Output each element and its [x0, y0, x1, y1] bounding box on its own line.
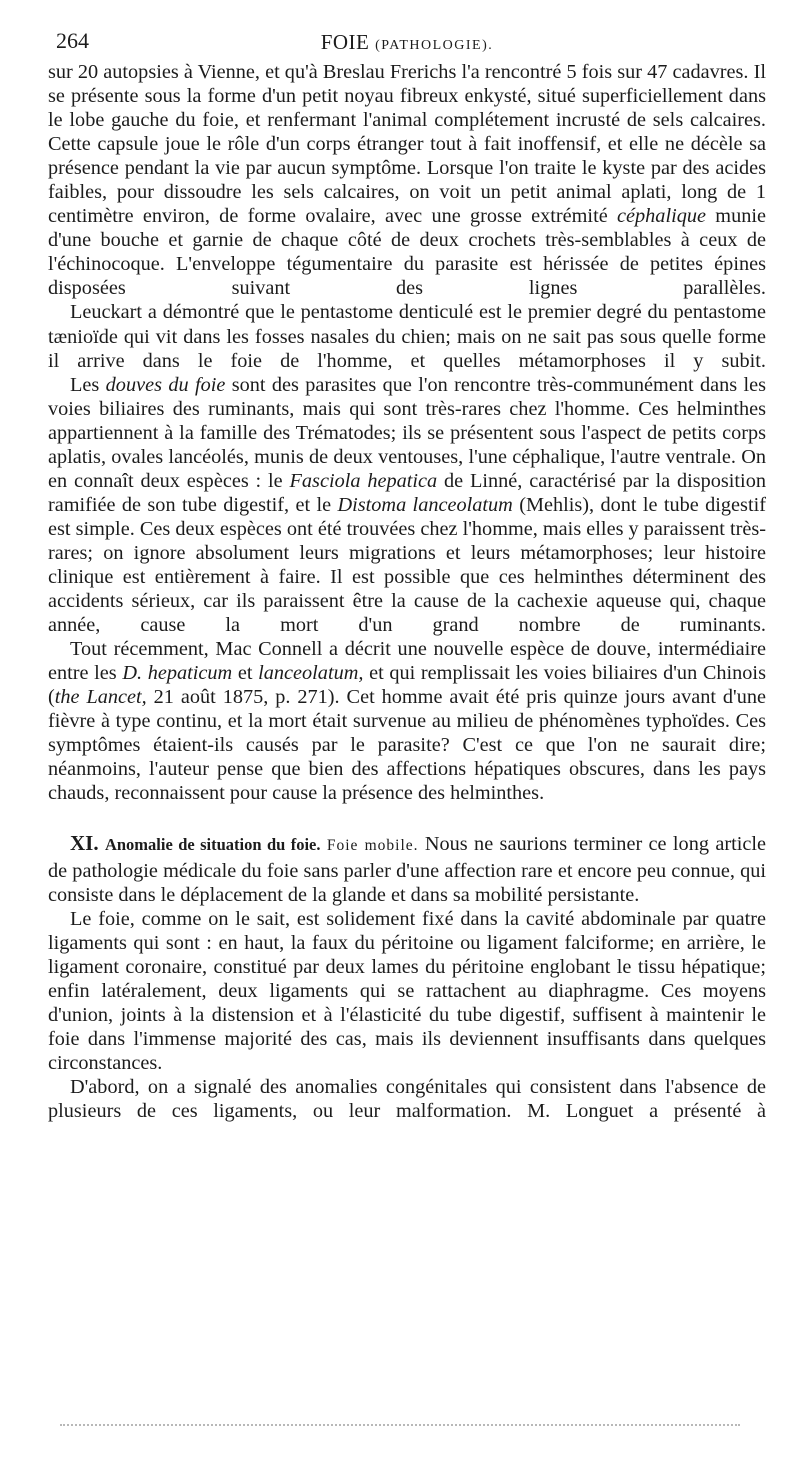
paragraph-2: [48, 300, 766, 372]
paragraph-1-text: sur 20 autopsies à Vienne, et qu'à Breslau Frerichs l'a rencontré 5 fois sur 47 cadavres. Il se présente sous la forme d'un petit noyau fibreux enkysté, situé superficiellement dans le lobe gauche du foie, et renfermant l'animal complétement incrusté de sels calcaires. Cette capsule joue le rôle d'un corps étranger tout à fait inoffensif, et elle ne décèle sa présence pendant la vie par aucun symptôme. Lorsque l'on traite le kyste par des acides faibles, pour dissoudre les sels calcaires, on voit un petit animal aplati, long de 1 centimètre environ, de forme ovalaire, avec une grosse extrémité: [48, 61, 766, 228]
running-title-sub: (PATHOLOGIE).: [375, 38, 494, 53]
paragraph-1: [48, 60, 766, 300]
book-page: [48, 20, 766, 1123]
section-heading: Anomalie de situation du foie.: [104, 835, 321, 855]
paragraph-3-start: Les: [70, 373, 100, 396]
paragraph-4-italic-2: lanceolatum,: [258, 662, 364, 685]
bottom-dotted-rule: [60, 1424, 740, 1426]
section-number: XI.: [70, 831, 99, 856]
section-xi-paragraph: [48, 831, 766, 906]
paragraph-3-italic-1: douves du foie: [105, 373, 226, 396]
paragraph-2-text: Leuckart a démontré que le pentastome denticulé est le premier degré du pentastome tænioïde qui vit dans les fosses nasales du chien; mais on ne sait pas sous quelle forme il arrive dans le foie de l'homme, et quelles métamorphoses il y subit.: [48, 301, 766, 372]
paragraph-5-text: Nous ne saurions terminer ce long article de pathologie médicale du foie sans parler d'une affection rare et encore peu connue, qui consiste dans le déplacement de la glande et dans sa mobilité persistante.: [48, 833, 766, 906]
page-number: 264: [56, 28, 89, 53]
paragraph-7: [48, 1075, 766, 1123]
paragraph-4: [48, 637, 766, 805]
paragraph-6-text: Le foie, comme on le sait, est solidement fixé dans la cavité abdominale par quatre ligaments qui sont : en haut, la faux du péritoine ou ligament falciforme; en arrière, le ligament coronaire, constitué par deux lames du péritoine englobant le tissu hépatique; enfin latéralement, deux ligaments qui se rattachent au diaphragme. Ces moyens d'union, joints à la distension et à l'élasticité du tube digestif, suffisent à maintenir le foie dans l'immense majorité des cas, mais ils deviennent insuffisants dans quelques circonstances.: [48, 907, 766, 1074]
paragraph-3-mid-2: de Linné, caractérisé par la disposition ramifiée de son tube digestif, et le: [48, 469, 766, 516]
running-title: [48, 30, 766, 55]
paragraph-3-italic-3: Distoma lanceolatum: [337, 493, 513, 516]
paragraph-3-italic-2: Fasciola hepatica: [289, 469, 438, 492]
paragraph-4-italic-1: D. hepaticum: [122, 662, 233, 685]
paragraph-1-end: munie d'une bouche et garnie de chaque côté de deux crochets très-semblables à ceux de l'échinocoque. L'enveloppe tégumentaire du parasite est hérissée de petites épines disposées suivant des lignes parallèles.: [48, 205, 766, 300]
paragraph-4-end: 21 août 1875, p. 271). Cet homme avait été pris quinze jours avant d'une fièvre à type continu, et la mort était survenue au milieu de phénomènes typhoïdes. Ces symptômes étaient-ils causés par le parasite? C'est ce que l'on ne saurait dire; néanmoins, l'auteur pense que bien des affections hépatiques obscures, dans les pays chauds, reconnaissent pour cause la présence des helminthes.: [48, 686, 766, 805]
paragraph-4-start: Tout récemment, Mac Connell a décrit une nouvelle espèce de douve, intermédiaire entre les: [48, 638, 766, 685]
section-gap: [48, 805, 766, 831]
running-head: [48, 20, 766, 60]
paragraph-3: [48, 373, 766, 638]
running-title-main: FOIE: [320, 30, 370, 54]
paragraph-6: [48, 907, 766, 1075]
paragraph-4-mid-1: et: [237, 662, 253, 685]
paragraph-3-end: (Mehlis), dont le tube digestif est simple. Ces deux espèces ont été trouvées chez l'homme, mais elles y paraissent très-rares; on ignore absolument leurs migrations et leurs métamorphoses; leur histoire clinique est entièrement à faire. Il est possible que ces helminthes déterminent des accidents sérieux, car ils paraissent être la cause de la cachexie aqueuse qui, chaque année, cause la mort d'un grand nombre de ruminants.: [48, 493, 766, 637]
paragraph-3-mid-1: sont des parasites que l'on rencontre très-communément dans les voies biliaires des ruminants, mais qui sont très-rares chez l'homme. Ces helminthes appartiennent à la famille des Trématodes; ils se présentent sous l'aspect de petits corps aplatis, ovales lancéolés, munis de deux ventouses, l'une céphalique, l'autre ventrale. On en connaît deux espèces : le: [48, 373, 767, 492]
section-subheading: Foie mobile.: [326, 837, 419, 855]
paragraph-4-mid-2: et qui remplissait les voies biliaires d'un Chinois (: [48, 662, 766, 709]
paragraph-4-italic-3: the Lancet,: [54, 686, 147, 709]
paragraph-1-italic: céphalique: [617, 205, 706, 228]
paragraph-7-text: D'abord, on a signalé des anomalies congénitales qui consistent dans l'absence de plusieurs de ces ligaments, ou leur malformation. M. Longuet a présenté à: [48, 1075, 766, 1122]
